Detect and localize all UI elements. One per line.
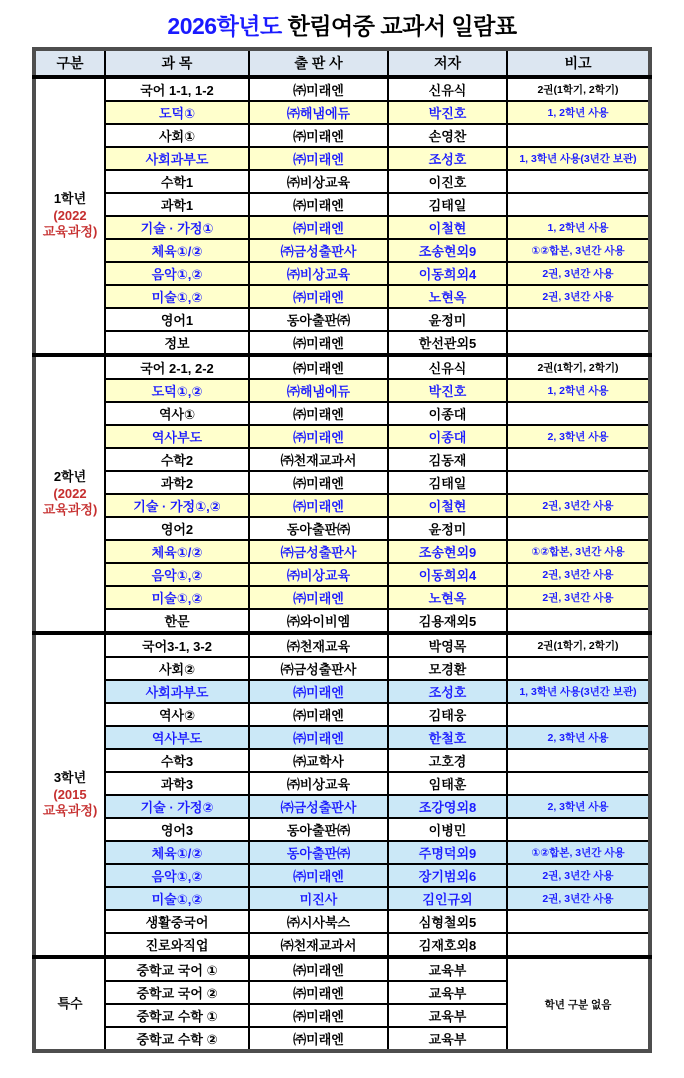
publisher-cell: ㈜미래엔 [249,494,388,517]
publisher-cell: ㈜미래엔 [249,957,388,981]
author-cell: 조성호 [388,147,507,170]
table-row [34,818,650,841]
grade-cell [34,77,105,355]
col-header-publisher: 출 판 사 [249,49,388,77]
publisher-cell: ㈜비상교육 [249,772,388,795]
publisher-cell: ㈜비상교육 [249,170,388,193]
subject-cell: 영어3 [105,818,249,841]
remark-cell: 1, 2학년 사용 [507,216,650,239]
table-row [34,308,650,331]
table-header [34,49,650,77]
table-row [34,494,650,517]
remark-cell: ①②합본, 3년간 사용 [507,239,650,262]
table-row [34,841,650,864]
remark-cell [507,402,650,425]
subject-cell: 역사① [105,402,249,425]
publisher-cell: 동아출판㈜ [249,308,388,331]
publisher-cell: ㈜미래엔 [249,77,388,101]
subject-cell: 한문 [105,609,249,633]
table-row [34,726,650,749]
publisher-cell: ㈜미래엔 [249,864,388,887]
remark-cell [507,170,650,193]
author-cell: 조송현외9 [388,540,507,563]
subject-cell: 생활중국어 [105,910,249,933]
author-cell: 이철현 [388,494,507,517]
publisher-cell: 미진사 [249,887,388,910]
publisher-cell: ㈜미래엔 [249,124,388,147]
page-title [0,8,684,41]
grade-note-line: (2022 [53,485,87,501]
table-row [34,772,650,795]
publisher-cell: ㈜미래엔 [249,586,388,609]
publisher-cell: ㈜미래엔 [249,471,388,494]
remark-cell: 2권, 3년간 사용 [507,563,650,586]
table-row [34,864,650,887]
table-row [34,285,650,308]
remark-cell [507,657,650,680]
subject-cell: 과학3 [105,772,249,795]
subject-cell: 음악①,② [105,262,249,285]
table-row [34,933,650,957]
table-row [34,331,650,355]
subject-cell: 역사② [105,703,249,726]
table-row [34,633,650,657]
remark-cell: 2권, 3년간 사용 [507,494,650,517]
publisher-cell: ㈜미래엔 [249,726,388,749]
table-row [34,749,650,772]
subject-cell: 도덕① [105,101,249,124]
table-row [34,910,650,933]
author-cell: 이종대 [388,402,507,425]
remark-cell [507,471,650,494]
subject-cell: 체육①/② [105,239,249,262]
remark-cell: 2권, 3년간 사용 [507,887,650,910]
author-cell: 손영찬 [388,124,507,147]
table-row [34,657,650,680]
publisher-cell: ㈜금성출판사 [249,239,388,262]
table-row [34,355,650,379]
title-text: 한림여중 교과서 일람표 [281,13,517,39]
remark-cell: 2권(1학기, 2학기) [507,633,650,657]
table-row [34,795,650,818]
publisher-cell: ㈜미래엔 [249,216,388,239]
remark-cell [507,448,650,471]
publisher-cell: ㈜미래엔 [249,285,388,308]
author-cell: 이진호 [388,170,507,193]
author-cell: 이병민 [388,818,507,841]
remark-cell [507,124,650,147]
remark-cell: 2권, 3년간 사용 [507,262,650,285]
author-cell: 김용재외5 [388,609,507,633]
publisher-cell: ㈜미래엔 [249,355,388,379]
author-cell: 모경환 [388,657,507,680]
remark-cell [507,331,650,355]
author-cell: 이종대 [388,425,507,448]
publisher-cell: ㈜와이비엠 [249,609,388,633]
section-2 [34,355,650,633]
subject-cell: 사회① [105,124,249,147]
author-cell: 김태웅 [388,703,507,726]
publisher-cell: ㈜미래엔 [249,402,388,425]
author-cell: 윤정미 [388,308,507,331]
publisher-cell: ㈜금성출판사 [249,540,388,563]
grade-note-line: (2022 [53,207,87,223]
subject-cell: 국어3-1, 3-2 [105,633,249,657]
subject-cell: 체육①/② [105,540,249,563]
remark-cell: 2권(1학기, 2학기) [507,77,650,101]
author-cell: 교육부 [388,1004,507,1027]
publisher-cell: 동아출판㈜ [249,841,388,864]
grade-label: 특수 [57,995,83,1011]
grade-label: 1학년 [53,190,87,206]
remark-cell [507,703,650,726]
table-row [34,703,650,726]
remark-cell: 2권, 3년간 사용 [507,586,650,609]
table-row [34,563,650,586]
publisher-cell: 동아출판㈜ [249,517,388,540]
remark-cell [507,910,650,933]
subject-cell: 정보 [105,331,249,355]
grade-note-line: 교육과정) [42,502,98,518]
table-row [34,193,650,216]
publisher-cell: ㈜금성출판사 [249,657,388,680]
author-cell: 신유식 [388,77,507,101]
textbook-table [32,47,652,1053]
subject-cell: 음악①,② [105,864,249,887]
subject-cell: 수학1 [105,170,249,193]
subject-cell: 수학3 [105,749,249,772]
title-year: 2026학년도 [167,13,282,39]
publisher-cell: ㈜천재교육 [249,633,388,657]
grade-cell [34,633,105,957]
remark-cell [507,308,650,331]
subject-cell: 기술 · 가정① [105,216,249,239]
grade-label: 2학년 [53,468,87,484]
subject-cell: 미술①,② [105,887,249,910]
subject-cell: 과학1 [105,193,249,216]
table-row [34,239,650,262]
author-cell: 심형철외5 [388,910,507,933]
author-cell: 교육부 [388,957,507,981]
table-row [34,262,650,285]
table-row [34,517,650,540]
subject-cell: 기술 · 가정①,② [105,494,249,517]
author-cell: 김태일 [388,471,507,494]
grade-note-line: 교육과정) [42,224,98,240]
publisher-cell: ㈜미래엔 [249,703,388,726]
table-row [34,425,650,448]
remark-cell: ①②합본, 3년간 사용 [507,540,650,563]
publisher-cell: ㈜미래엔 [249,193,388,216]
author-cell: 이철현 [388,216,507,239]
author-cell: 김재호외8 [388,933,507,957]
remark-cell [507,772,650,795]
grade-cell [34,957,105,1051]
author-cell: 박진호 [388,101,507,124]
table-row [34,170,650,193]
remark-cell [507,517,650,540]
publisher-cell: ㈜금성출판사 [249,795,388,818]
table-row [34,402,650,425]
subject-cell: 과학2 [105,471,249,494]
header-row [34,49,650,77]
publisher-cell: ㈜해냄에듀 [249,379,388,402]
table-row [34,216,650,239]
remark-cell: ①②합본, 3년간 사용 [507,841,650,864]
remark-cell: 2권, 3년간 사용 [507,864,650,887]
publisher-cell: ㈜천재교과서 [249,933,388,957]
subject-cell: 사회과부도 [105,147,249,170]
section-4 [34,957,650,1051]
author-cell: 이동희외4 [388,262,507,285]
subject-cell: 미술①,② [105,285,249,308]
table-row [34,957,650,981]
remark-cell [507,749,650,772]
table-row [34,379,650,402]
publisher-cell: ㈜미래엔 [249,331,388,355]
grade-note-line: (2015 [53,786,87,802]
merged-remark-cell: 학년 구분 없음 [507,957,650,1051]
author-cell: 장기범외6 [388,864,507,887]
subject-cell: 영어2 [105,517,249,540]
author-cell: 신유식 [388,355,507,379]
grade-note-line: 교육과정) [42,803,98,819]
author-cell: 윤정미 [388,517,507,540]
author-cell: 노현옥 [388,586,507,609]
col-header-remark: 비고 [507,49,650,77]
subject-cell: 사회과부도 [105,680,249,703]
author-cell: 박진호 [388,379,507,402]
remark-cell: 1, 2학년 사용 [507,101,650,124]
publisher-cell: ㈜미래엔 [249,1004,388,1027]
remark-cell [507,609,650,633]
publisher-cell: ㈜미래엔 [249,425,388,448]
subject-cell: 국어 1-1, 1-2 [105,77,249,101]
author-cell: 노현옥 [388,285,507,308]
subject-cell: 중학교 수학 ② [105,1027,249,1051]
author-cell: 이동희외4 [388,563,507,586]
table-row [34,586,650,609]
section-1 [34,77,650,355]
publisher-cell: ㈜미래엔 [249,680,388,703]
table-row [34,147,650,170]
subject-cell: 사회② [105,657,249,680]
remark-cell: 2, 3학년 사용 [507,726,650,749]
table-row [34,77,650,101]
remark-cell [507,193,650,216]
author-cell: 교육부 [388,1027,507,1051]
table-row [34,448,650,471]
remark-cell: 2, 3학년 사용 [507,795,650,818]
grade-label: 3학년 [53,769,87,785]
remark-cell: 1, 3학년 사용(3년간 보관) [507,147,650,170]
subject-cell: 진로와직업 [105,933,249,957]
table-row [34,680,650,703]
col-header-category: 구분 [34,49,105,77]
author-cell: 교육부 [388,981,507,1004]
publisher-cell: ㈜비상교육 [249,262,388,285]
subject-cell: 영어1 [105,308,249,331]
col-header-subject: 과 목 [105,49,249,77]
subject-cell: 기술 · 가정② [105,795,249,818]
publisher-cell: ㈜미래엔 [249,981,388,1004]
table-row [34,471,650,494]
remark-cell: 2권(1학기, 2학기) [507,355,650,379]
author-cell: 고호경 [388,749,507,772]
author-cell: 조강영외8 [388,795,507,818]
author-cell: 주명덕외9 [388,841,507,864]
author-cell: 김인규외 [388,887,507,910]
author-cell: 임태훈 [388,772,507,795]
subject-cell: 체육①/② [105,841,249,864]
section-3 [34,633,650,957]
publisher-cell: ㈜교학사 [249,749,388,772]
subject-cell: 역사부도 [105,425,249,448]
publisher-cell: ㈜시사북스 [249,910,388,933]
publisher-cell: ㈜미래엔 [249,147,388,170]
subject-cell: 도덕①,② [105,379,249,402]
author-cell: 조성호 [388,680,507,703]
remark-cell [507,933,650,957]
subject-cell: 수학2 [105,448,249,471]
author-cell: 한선관외5 [388,331,507,355]
subject-cell: 중학교 국어 ① [105,957,249,981]
remark-cell: 2권, 3년간 사용 [507,285,650,308]
col-header-author: 저자 [388,49,507,77]
subject-cell: 음악①,② [105,563,249,586]
author-cell: 김동재 [388,448,507,471]
table-row [34,609,650,633]
publisher-cell: 동아출판㈜ [249,818,388,841]
table-row [34,101,650,124]
remark-cell [507,818,650,841]
publisher-cell: ㈜해냄에듀 [249,101,388,124]
remark-cell: 2, 3학년 사용 [507,425,650,448]
table-row [34,887,650,910]
table-row [34,124,650,147]
publisher-cell: ㈜천재교과서 [249,448,388,471]
subject-cell: 중학교 수학 ① [105,1004,249,1027]
subject-cell: 국어 2-1, 2-2 [105,355,249,379]
grade-cell [34,355,105,633]
subject-cell: 중학교 국어 ② [105,981,249,1004]
author-cell: 한철호 [388,726,507,749]
subject-cell: 미술①,② [105,586,249,609]
remark-cell: 1, 2학년 사용 [507,379,650,402]
subject-cell: 역사부도 [105,726,249,749]
author-cell: 조송현외9 [388,239,507,262]
table-row [34,540,650,563]
publisher-cell: ㈜미래엔 [249,1027,388,1051]
publisher-cell: ㈜비상교육 [249,563,388,586]
author-cell: 박영목 [388,633,507,657]
remark-cell: 1, 3학년 사용(3년간 보관) [507,680,650,703]
author-cell: 김태일 [388,193,507,216]
